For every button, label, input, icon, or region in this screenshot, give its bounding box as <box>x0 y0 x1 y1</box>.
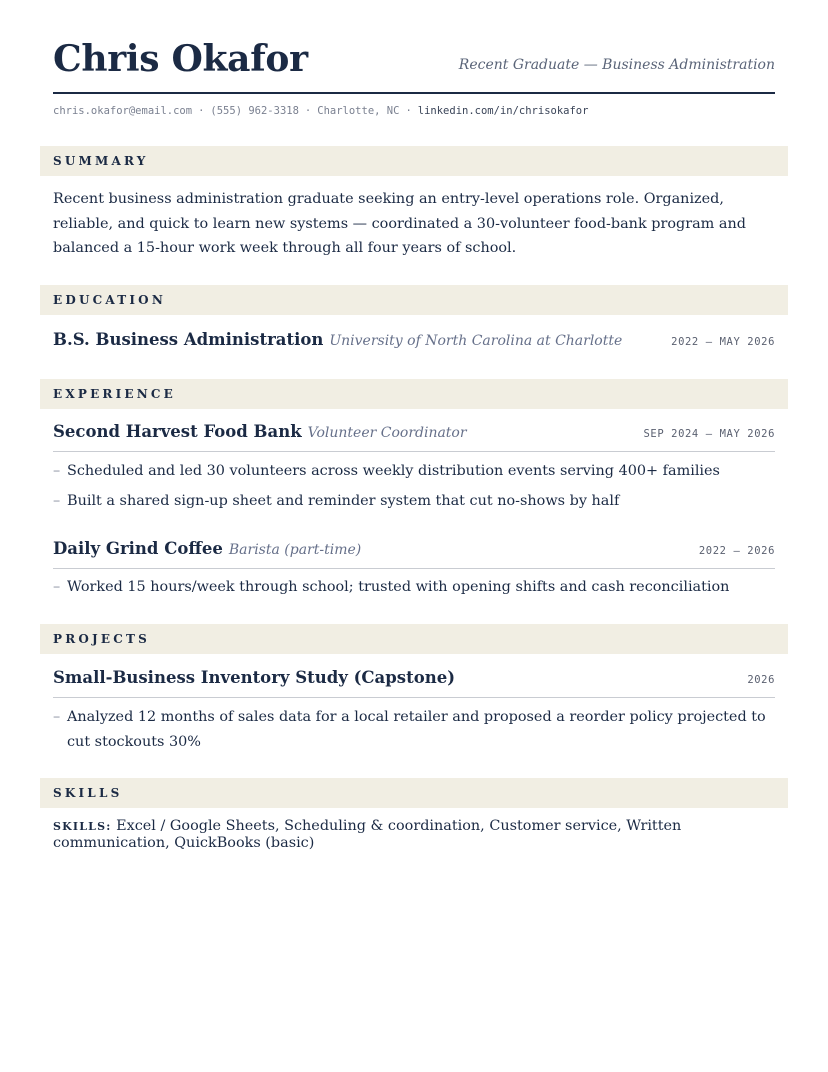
entry-heading <box>53 667 455 689</box>
section-header-experience <box>40 379 788 409</box>
experience-entry <box>53 421 775 452</box>
bullet-text: Analyzed 12 months of sales data for a local retailer and proposed a reorder policy projected to cut stockouts 30% <box>67 709 766 750</box>
bullet-item <box>53 489 775 514</box>
section-header-summary <box>40 146 788 176</box>
contact-location: Charlotte, NC <box>317 105 400 117</box>
section-header-education <box>40 285 788 315</box>
bullet-dash-icon: – <box>53 709 61 725</box>
resume-header <box>53 38 775 94</box>
education-school: University of North Carolina at Charlotte <box>329 333 623 349</box>
experience-entry <box>53 538 775 569</box>
experience-dates: 2022 – 2026 <box>698 545 775 557</box>
entry-heading <box>53 329 622 352</box>
project-dates: 2026 <box>747 674 775 686</box>
bullet-item <box>53 575 775 600</box>
experience-org: Second Harvest Food Bank <box>53 422 302 441</box>
section-header-projects <box>40 624 788 654</box>
candidate-tagline: Recent Graduate — Business Administration <box>458 57 775 73</box>
project-entry <box>53 667 775 698</box>
contact-separator: · <box>405 105 412 117</box>
entry-heading <box>53 538 361 561</box>
section-title: EXPERIENCE <box>53 387 177 401</box>
contact-separator: · <box>198 105 205 117</box>
education-entry <box>53 329 775 359</box>
section-title: EDUCATION <box>53 293 166 307</box>
candidate-name: Chris Okafor <box>53 38 308 80</box>
bullet-item <box>53 705 775 754</box>
education-dates: 2022 – MAY 2026 <box>671 336 775 348</box>
contact-linkedin-link[interactable]: linkedin.com/in/chrisokafor <box>417 105 589 117</box>
contact-separator: · <box>304 105 312 117</box>
contact-line <box>53 104 588 118</box>
section-title: SKILLS <box>53 786 123 800</box>
bullet-dash-icon: – <box>53 579 61 595</box>
experience-role: Barista (part-time) <box>228 542 362 558</box>
experience-role: Volunteer Coordinator <box>307 425 467 441</box>
skills-line <box>53 818 775 852</box>
entry-heading <box>53 421 467 444</box>
skills-text: Excel / Google Sheets, Scheduling & coordination, Customer service, Written communication, QuickBooks (basic) <box>53 818 682 851</box>
contact-email[interactable]: chris.okafor@email.com <box>53 105 193 117</box>
summary-text: Recent business administration graduate seeking an entry-level operations role. Organized, reliable, and quick to learn new systems — coordinated a 30-volunteer food-bank program and balanced a 15-hour work week through all four years of school. <box>53 191 746 256</box>
section-title: PROJECTS <box>53 632 151 646</box>
education-degree: B.S. Business Administration <box>53 330 324 349</box>
section-header-skills <box>40 778 788 808</box>
skills-label: SKILLS: <box>53 820 112 833</box>
bullet-dash-icon: – <box>53 493 61 509</box>
experience-org: Daily Grind Coffee <box>53 539 223 558</box>
experience-dates: SEP 2024 – MAY 2026 <box>643 428 775 440</box>
bullet-text: Worked 15 hours/week through school; trusted with opening shifts and cash reconciliation <box>67 579 730 595</box>
bullet-text: Built a shared sign-up sheet and reminder system that cut no-shows by half <box>67 493 620 509</box>
contact-phone[interactable]: (555) 962-3318 <box>210 105 299 117</box>
section-title: SUMMARY <box>53 154 149 168</box>
bullet-dash-icon: – <box>53 463 61 479</box>
bullet-item <box>53 459 775 484</box>
bullet-text: Scheduled and led 30 volunteers across weekly distribution events serving 400+ families <box>67 463 720 479</box>
project-title: Small-Business Inventory Study (Capstone) <box>53 668 456 687</box>
